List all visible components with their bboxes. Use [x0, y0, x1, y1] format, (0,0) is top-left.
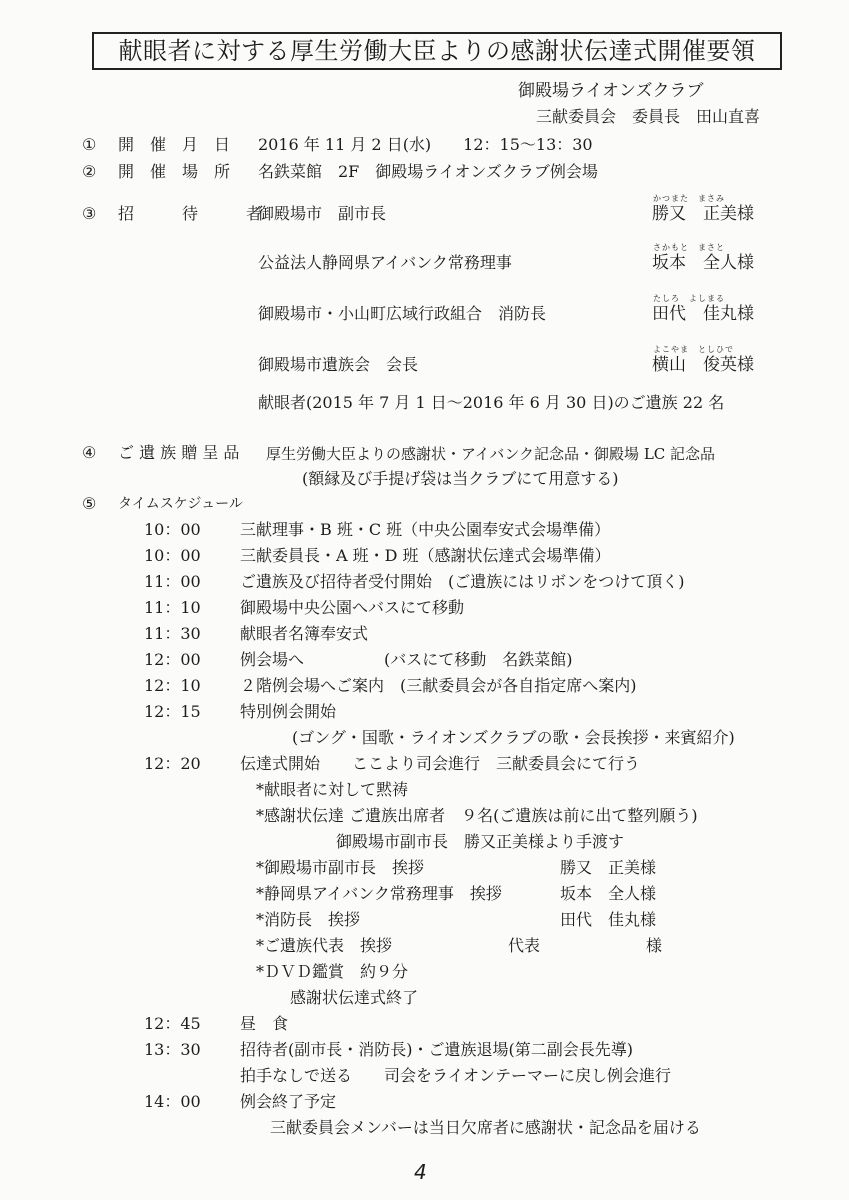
guest-ruby: よこやま としひで [653, 345, 734, 354]
venue-value: 名鉄菜館 2F 御殿場ライオンズクラブ例会場 [258, 162, 598, 181]
schedule-text: 招待者(副市長・消防長)・ご遺族退場(第二副会長先導) [240, 1040, 633, 1059]
schedule-time: 10：00 [144, 546, 201, 565]
schedule-text: 三献委員長・A 班・D 班（感謝状伝達式会場準備） [240, 546, 611, 565]
donor-families: 献眼者(2015 年 7 月 1 日〜2016 年 6 月 30 日)のご遺族 22 名 [258, 393, 725, 412]
page-title: 献眼者に対する厚生労働大臣よりの感謝状伝達式開催要領 [92, 32, 782, 70]
item-number: ⑤ [82, 494, 97, 513]
guest-ruby: さかもと まさと [653, 243, 725, 252]
representative-label: 代表 [508, 936, 541, 955]
schedule-text: 昼 食 [240, 1014, 289, 1033]
greeting-speaker: 田代 佳丸様 [560, 910, 657, 929]
guest-ruby: かつまた まさみ [653, 194, 725, 203]
guest-title: 御殿場市遺族会 会長 [258, 355, 419, 374]
schedule-text: 特別例会開始 [240, 702, 337, 721]
greeting-speaker: 勝又 正美様 [560, 858, 657, 877]
committee-chair: 三献委員会 委員長 田山直喜 [536, 107, 761, 126]
ceremony-end: 感謝状伝達式終了 [290, 988, 419, 1007]
ceremony-step: *献眼者に対して黙祷 [256, 780, 409, 799]
guest-title: 御殿場市・小山町広域行政組合 消防長 [258, 304, 547, 323]
ceremony-step: *ＤＶＤ鑑賞 約９分 [256, 962, 409, 981]
guest-title: 御殿場市 副市長 [258, 204, 387, 223]
gifts-note: (額縁及び手提げ袋は当クラブにて用意する) [302, 469, 619, 488]
greeting-item: *ご遺族代表 挨拶 [256, 936, 393, 955]
schedule-text: 拍手なしで送る 司会をライオンテーマーに戻し例会進行 [240, 1066, 672, 1085]
gifts-value: 厚生労働大臣よりの感謝状・アイバンク記念品・御殿場 LC 記念品 [266, 445, 716, 463]
schedule-time: 11：10 [144, 598, 201, 617]
gifts-label: ご 遺 族 贈 呈 品 [118, 443, 240, 462]
schedule-text: ご遺族及び招待者受付開始 (ご遺族にはリボンをつけて頂く) [240, 572, 685, 591]
schedule-text: 伝達式開始 ここより司会進行 三献委員会にて行う [240, 754, 641, 773]
schedule-text: 三献理事・B 班・C 班（中央公園奉安式会場準備） [240, 520, 611, 539]
date-label: 開 催 月 日 [118, 135, 231, 154]
item-number: ① [82, 135, 97, 154]
guest-name: 勝又 正美様 [652, 204, 754, 224]
date-value: 2016 年 11 月 2 日(水) 12：15〜13：30 [258, 135, 593, 154]
schedule-text: (ゴング・国歌・ライオンズクラブの歌・会長挨拶・来賓紹介) [292, 728, 735, 747]
item-number: ② [82, 162, 97, 181]
greeting-item: *静岡県アイバンク常務理事 挨拶 [256, 884, 502, 903]
greeting-item: *消防長 挨拶 [256, 910, 361, 929]
guests-label: 招 待 者 [118, 204, 263, 223]
final-note: 三献委員会メンバーは当日欠席者に感謝状・記念品を届ける [270, 1118, 701, 1137]
ceremony-step: *感謝状伝達 ご遺族出席者 ９名(ご遺族は前に出て整列願う) [256, 806, 698, 825]
guest-name: 田代 佳丸様 [652, 304, 754, 324]
schedule-time: 14：00 [144, 1092, 201, 1111]
guest-title: 公益法人静岡県アイバンク常務理事 [258, 253, 512, 272]
item-number: ③ [82, 204, 97, 223]
ceremony-step: 御殿場市副市長 勝又正美様より手渡す [336, 832, 625, 851]
schedule-time: 11：30 [144, 624, 201, 643]
schedule-time: 12：15 [144, 702, 201, 721]
guest-name: 坂本 全人様 [652, 253, 754, 273]
schedule-time: 10：00 [144, 520, 201, 539]
schedule-text: 例会終了予定 [240, 1092, 337, 1111]
schedule-time: 12：45 [144, 1014, 201, 1033]
schedule-text: ２階例会場へご案内 (三献委員会が各自指定席へ案内) [240, 676, 637, 695]
item-number: ④ [82, 443, 97, 462]
schedule-text: 御殿場中央公園へバスにて移動 [240, 598, 465, 617]
guest-ruby: たしろ よしまる [653, 294, 725, 303]
schedule-time: 12：00 [144, 650, 201, 669]
schedule-label: タイムスケジュール [118, 496, 243, 512]
schedule-time: 11：00 [144, 572, 201, 591]
page-number: 4 [414, 1160, 427, 1184]
guest-name: 横山 俊英様 [652, 355, 754, 375]
greeting-item: *御殿場市副市長 挨拶 [256, 858, 425, 877]
venue-label: 開 催 場 所 [118, 162, 231, 181]
schedule-time: 12：10 [144, 676, 201, 695]
greeting-speaker: 坂本 全人様 [560, 884, 657, 903]
representative-honorific: 様 [646, 936, 663, 955]
organization-name: 御殿場ライオンズクラブ [518, 81, 704, 101]
schedule-text: 例会場へ (バスにて移動 名鉄菜館) [240, 650, 573, 669]
schedule-time: 13：30 [144, 1040, 201, 1059]
schedule-text: 献眼者名簿奉安式 [240, 624, 369, 643]
schedule-time: 12：20 [144, 754, 201, 773]
